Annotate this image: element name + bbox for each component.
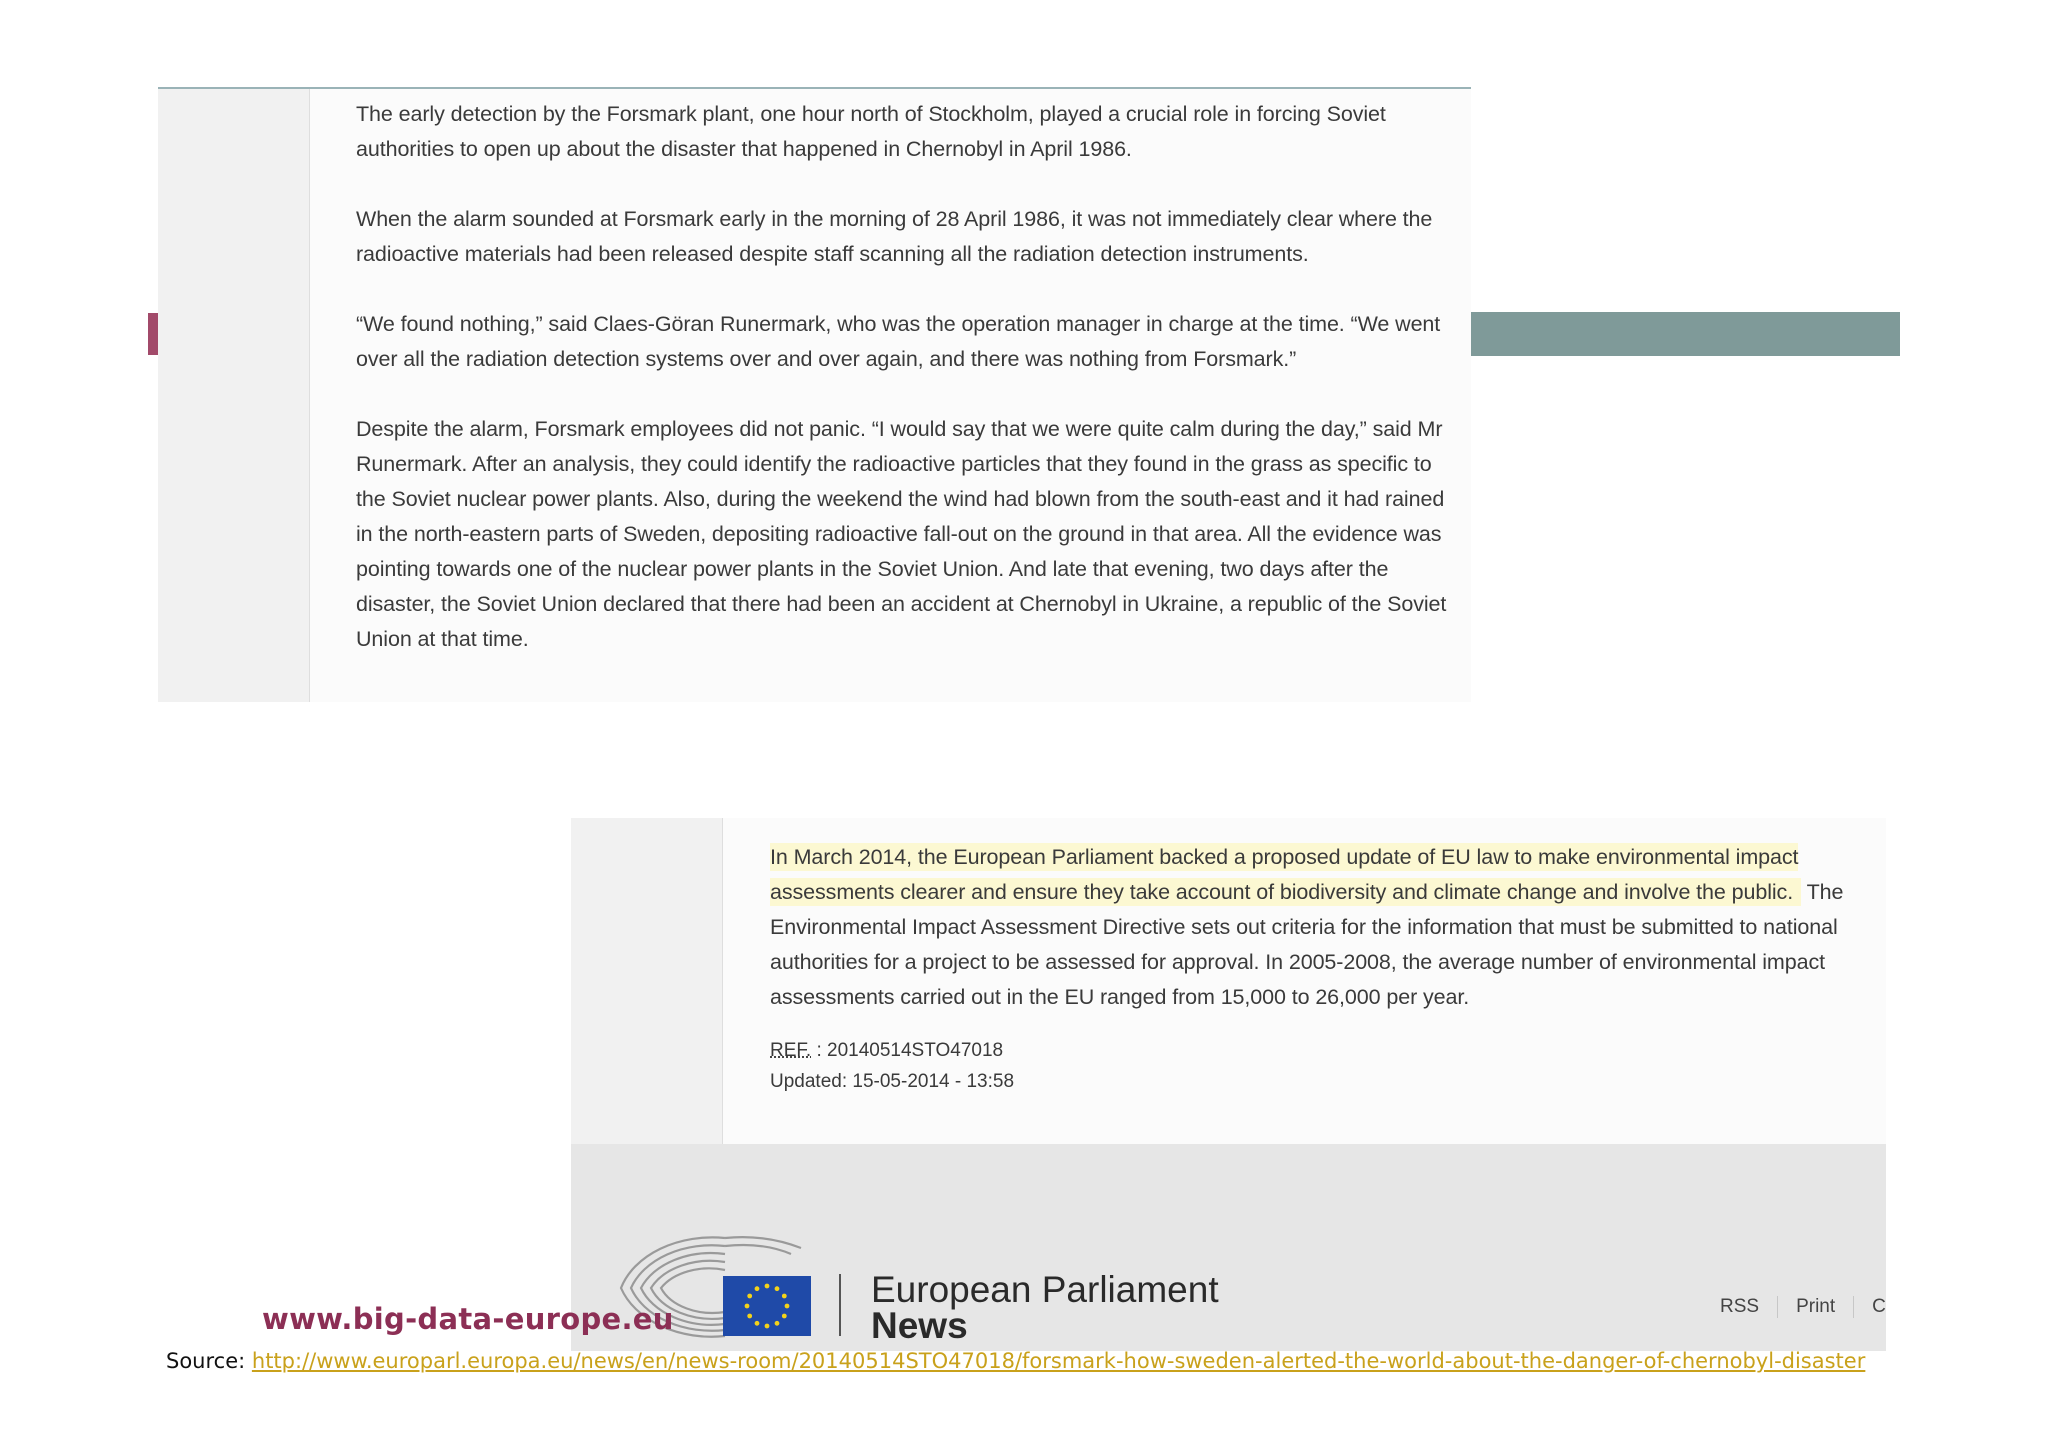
- ep-gutter: [571, 818, 723, 1144]
- article-gutter: [158, 89, 310, 702]
- print-link[interactable]: Print: [1777, 1296, 1853, 1318]
- updated-line: Updated: 15-05-2014 - 13:58: [770, 1071, 1015, 1092]
- ref-line: [770, 1035, 1870, 1066]
- truncated-link[interactable]: C: [1853, 1296, 1904, 1318]
- ref-value: : 20140514STO47018: [811, 1040, 1004, 1061]
- article-paragraph-2: When the alarm sounded at Forsmark early in the morning of 28 April 1986, it was not immediately clear where the radioactive materials had been released despite staff scanning all the radiation detection instruments.: [356, 207, 1433, 266]
- ep-links: [1720, 1296, 1904, 1318]
- site-url: www.big-data-europe.eu: [262, 1302, 674, 1336]
- article-paragraph-3: “We found nothing,” said Claes-Göran Runermark, who was the operation manager in charge at the time. “We went over all the radiation detection systems over and over again, and there was nothing from Forsmark.”: [356, 312, 1441, 371]
- article-paragraph-1: The early detection by the Forsmark plant, one hour north of Stockholm, played a crucial role in forcing Soviet authorities to open up about the disaster that happened in Chernobyl in April 1986.: [356, 102, 1386, 161]
- source-label: Source:: [166, 1349, 252, 1373]
- source-link[interactable]: http://www.europarl.europa.eu/news/en/news-room/20140514STO47018/forsmark-how-sweden-alerted-the-world-about-the-danger-of-chernobyl-disaster: [251, 1349, 1866, 1373]
- article-paragraph-4: Despite the alarm, Forsmark employees did not panic. “I would say that we were quite calm during the day,” said Mr Runermark. After an analysis, they could identify the radioactive particles that they found in the grass as specific to the Soviet nuclear power plants. Also, during the weekend the wind had blown from the south-east and it had rained in the north-eastern parts of Sweden, depositing radioactive fall-out on the ground in that area. All the evidence was pointing towards one of the nuclear power plants in the Soviet Union. And late that evening, two days after the disaster, the Soviet Union declared that there had been an accident at Chernobyl in Ukraine, a republic of the Soviet Union at that time.: [356, 417, 1447, 651]
- ep-logo-title: European Parliament: [871, 1269, 1219, 1310]
- source-line: [166, 1349, 1865, 1373]
- ref-label: REF.: [770, 1040, 812, 1061]
- ep-content: [770, 840, 1870, 1097]
- article-content: [356, 97, 1456, 692]
- accent-bar-right: [1470, 312, 1900, 356]
- ep-screenshot: [571, 818, 1886, 1351]
- highlighted-text: In March 2014, the European Parliament backed a proposed update of EU law to make environmental impact assessments clearer and ensure they take account of biodiversity and climate change and involve the public.: [770, 843, 1801, 906]
- ep-body-text: The Environmental Impact Assessment Directive sets out criteria for the information that must be submitted to national authorities for a project to be assessed for approval. In 2005-2008, the average number of environmental impact assessments carried out in the EU ranged from 15,000 to 26,000 per year.: [770, 880, 1844, 1009]
- rss-link[interactable]: RSS: [1720, 1296, 1760, 1317]
- ep-logo-subtitle: News: [871, 1305, 968, 1346]
- ep-logo-divider: [839, 1274, 841, 1336]
- ep-paragraph: [770, 840, 1870, 1015]
- article-screenshot: [158, 87, 1471, 702]
- accent-bar-left: [148, 313, 158, 355]
- ep-meta: [770, 1035, 1870, 1097]
